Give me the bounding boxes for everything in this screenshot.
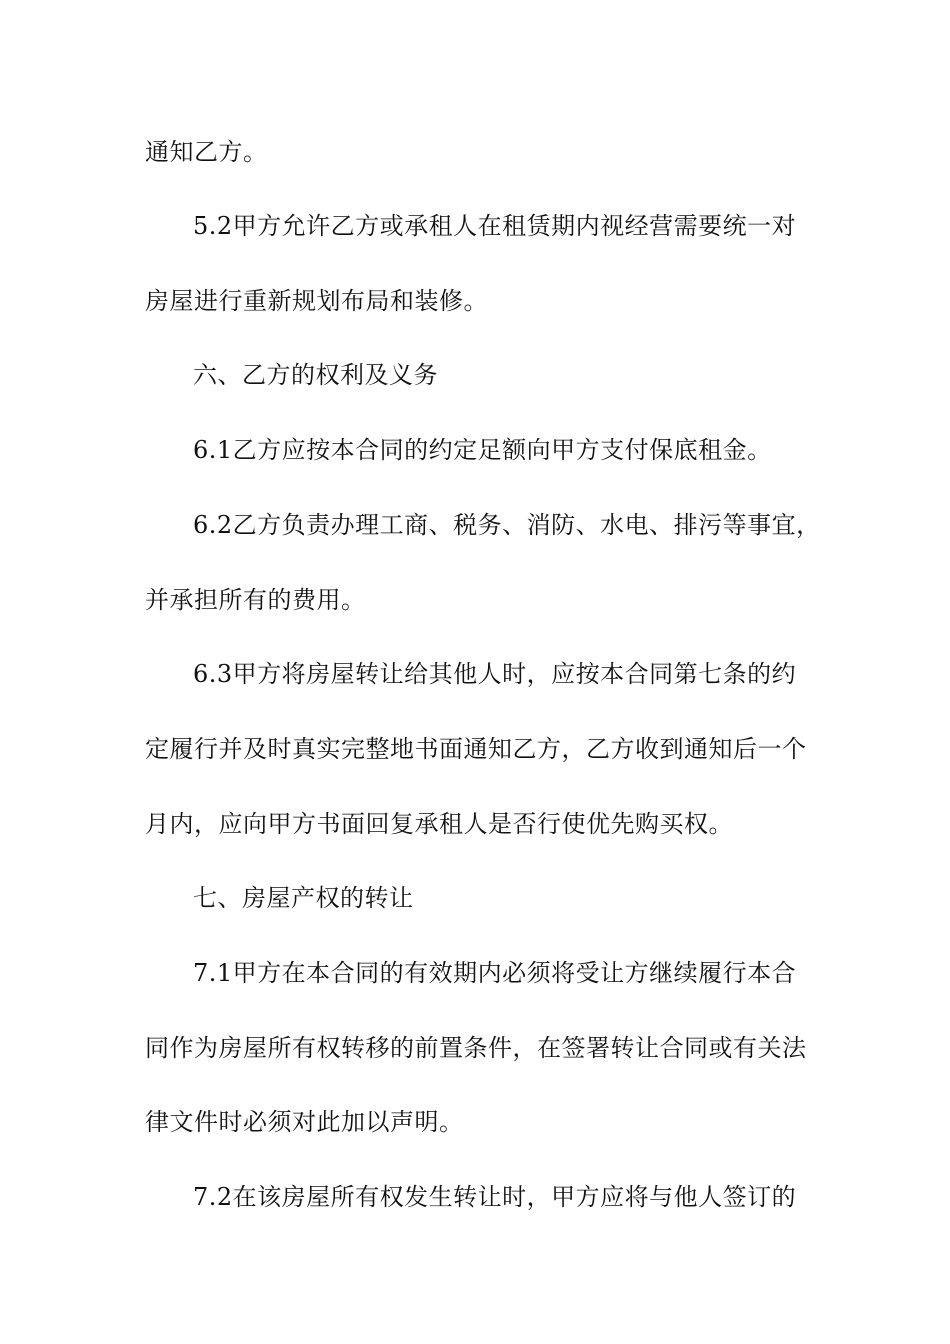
text-line: 房屋进行重新规划布局和装修。 xyxy=(145,287,488,315)
clause-7-2-line: 7.2在该房屋所有权发生转让时，甲方应将与他人签订的 xyxy=(193,1183,797,1211)
clause-6-1-line: 6.1乙方应按本合同的约定足额向甲方支付保底租金。 xyxy=(193,436,772,464)
clause-6-3-line: 6.3甲方将房屋转让给其他人时，应按本合同第七条的约 xyxy=(193,660,797,688)
text-line: 通知乙方。 xyxy=(145,138,268,166)
text-line: 并承担所有的费用。 xyxy=(145,586,366,614)
section-heading-6: 六、乙方的权利及义务 xyxy=(193,361,438,389)
text-line: 定履行并及时真实完整地书面通知乙方，乙方收到通知后一个 xyxy=(145,735,807,763)
text-line: 律文件时必须对此加以声明。 xyxy=(145,1108,464,1136)
text-line: 月内，应向甲方书面回复承租人是否行使优先购买权。 xyxy=(145,810,733,838)
clause-6-2-line: 6.2乙方负责办理工商、税务、消防、水电、排污等事宜， xyxy=(193,511,821,539)
clause-7-1-line: 7.1甲方在本合同的有效期内必须将受让方继续履行本合 xyxy=(193,959,797,987)
clause-5-2-line: 5.2甲方允许乙方或承租人在租赁期内视经营需要统一对 xyxy=(193,212,797,240)
section-heading-7: 七、房屋产权的转让 xyxy=(193,884,414,912)
text-line: 同作为房屋所有权转移的前置条件，在签署转让合同或有关法 xyxy=(145,1034,807,1062)
